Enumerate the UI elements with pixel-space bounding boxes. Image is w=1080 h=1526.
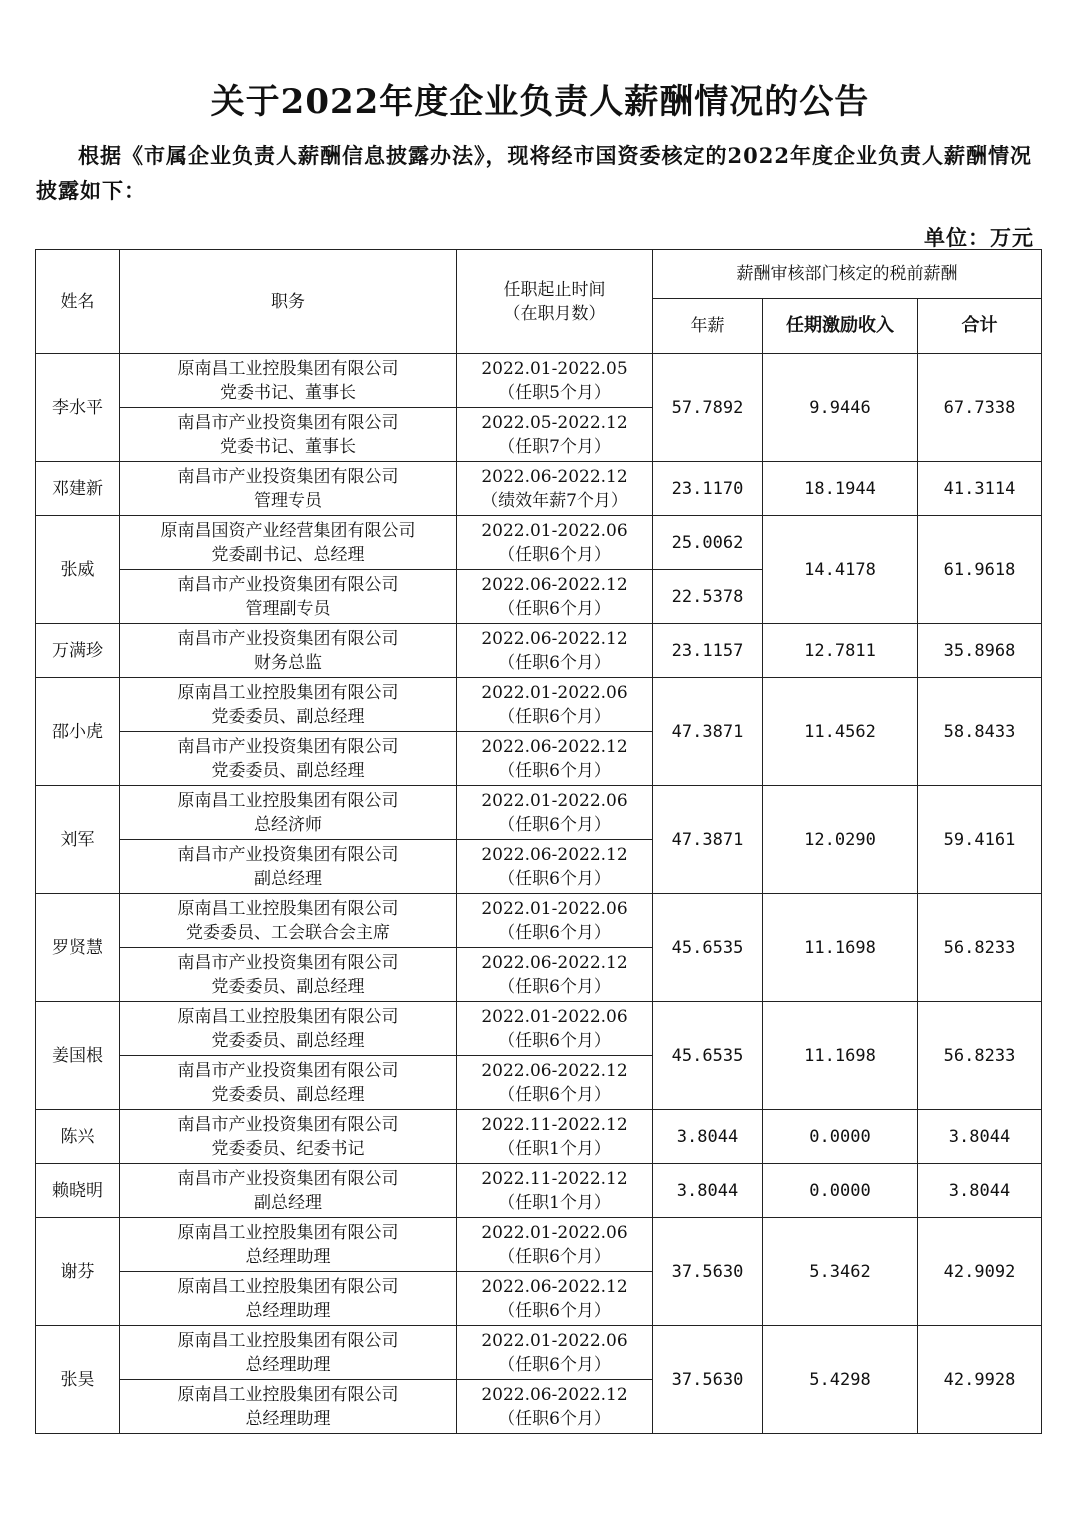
position-line2: 党委书记、董事长: [220, 382, 356, 403]
tenure-line2: （任职6个月）: [498, 1354, 611, 1375]
position-line1: 原南昌工业控股集团有限公司: [177, 1222, 399, 1243]
tenure-line2: （任职6个月）: [498, 760, 611, 781]
annual-salary: 57.7892: [653, 354, 763, 462]
tenure-cell: [457, 1110, 653, 1164]
position-line1: 原南昌工业控股集团有限公司: [177, 1330, 399, 1351]
tenure-cell: [457, 1272, 653, 1326]
tenure-line1: 2022.01-2022.06: [481, 790, 628, 811]
tenure-line2: （任职1个月）: [498, 1138, 611, 1159]
tenure-line2: （任职7个月）: [498, 436, 611, 457]
table-row: [36, 1218, 1042, 1272]
position-line1: 原南昌工业控股集团有限公司: [177, 1276, 399, 1297]
position-line2: 管理副专员: [245, 598, 331, 619]
total-salary: 59.4161: [918, 786, 1042, 894]
position-line1: 南昌市产业投资集团有限公司: [177, 466, 399, 487]
tenure-cell: [457, 678, 653, 732]
tenure-cell: [457, 624, 653, 678]
position-cell: [120, 462, 457, 516]
position-line1: 原南昌工业控股集团有限公司: [177, 682, 399, 703]
position-line2: 党委委员、工会联合会主席: [186, 922, 390, 943]
person-name: 赖晓明: [36, 1164, 120, 1218]
position-cell: [120, 1326, 457, 1380]
tenure-line2: （任职6个月）: [498, 652, 611, 673]
position-cell: [120, 678, 457, 732]
tenure-cell: [457, 408, 653, 462]
position-line2: 党委委员、副总经理: [211, 976, 365, 997]
tenure-cell: [457, 1002, 653, 1056]
tenure-cell: [457, 948, 653, 1002]
position-line2: 副总经理: [254, 868, 322, 889]
position-line1: 南昌市产业投资集团有限公司: [177, 1060, 399, 1081]
position-line1: 原南昌工业控股集团有限公司: [177, 790, 399, 811]
person-name: 罗贤慧: [36, 894, 120, 1002]
position-line2: 总经理助理: [245, 1300, 331, 1321]
annual-salary: 22.5378: [653, 570, 763, 624]
tenure-line2: （任职6个月）: [498, 544, 611, 565]
total-salary: 3.8044: [918, 1164, 1042, 1218]
position-cell: [120, 1272, 457, 1326]
table-header: [36, 250, 1042, 354]
tenure-line1: 2022.06-2022.12: [481, 466, 628, 487]
position-line2: 党委委员、副总经理: [211, 760, 365, 781]
header-total: 合计: [918, 299, 1042, 354]
position-line1: 原南昌工业控股集团有限公司: [177, 358, 399, 379]
position-cell: [120, 408, 457, 462]
position-line2: 总经理助理: [245, 1408, 331, 1429]
table-row: [36, 894, 1042, 948]
tenure-line2: （绩效年薪7个月）: [481, 490, 628, 511]
person-name: 陈兴: [36, 1110, 120, 1164]
annual-salary: 47.3871: [653, 678, 763, 786]
person-name: 谢芬: [36, 1218, 120, 1326]
position-cell: [120, 1164, 457, 1218]
total-salary: 35.8968: [918, 624, 1042, 678]
table-row: [36, 624, 1042, 678]
incentive-income: 0.0000: [763, 1164, 918, 1218]
incentive-income: 12.0290: [763, 786, 918, 894]
tenure-line2: （任职1个月）: [498, 1192, 611, 1213]
tenure-line2: （任职5个月）: [498, 382, 611, 403]
tenure-line1: 2022.06-2022.12: [481, 844, 628, 865]
position-line1: 南昌市产业投资集团有限公司: [177, 574, 399, 595]
tenure-cell: [457, 840, 653, 894]
table-row: [36, 516, 1042, 570]
position-cell: [120, 894, 457, 948]
tenure-line1: 2022.05-2022.12: [481, 412, 628, 433]
total-salary: 61.9618: [918, 516, 1042, 624]
position-cell: [120, 948, 457, 1002]
annual-salary: 45.6535: [653, 894, 763, 1002]
annual-salary: 37.5630: [653, 1218, 763, 1326]
position-line2: 党委委员、副总经理: [211, 706, 365, 727]
tenure-line2: （任职6个月）: [498, 598, 611, 619]
position-line2: 党委副书记、总经理: [211, 544, 365, 565]
tenure-line1: 2022.06-2022.12: [481, 1384, 628, 1405]
position-cell: [120, 570, 457, 624]
table-row: [36, 1326, 1042, 1380]
header-annual: 年薪: [653, 299, 763, 354]
tenure-line1: 2022.01-2022.06: [481, 898, 628, 919]
tenure-line2: （任职6个月）: [498, 1408, 611, 1429]
tenure-line1: 2022.06-2022.12: [481, 1060, 628, 1081]
position-cell: [120, 1218, 457, 1272]
annual-salary: 25.0062: [653, 516, 763, 570]
position-line1: 南昌市产业投资集团有限公司: [177, 952, 399, 973]
header-incentive: 任期激励收入: [763, 299, 918, 354]
annual-salary: 37.5630: [653, 1326, 763, 1434]
position-line1: 南昌市产业投资集团有限公司: [177, 1168, 399, 1189]
table-row: [36, 1164, 1042, 1218]
person-name: 姜国根: [36, 1002, 120, 1110]
header-salary-group: 薪酬审核部门核定的税前薪酬: [653, 250, 1042, 299]
position-line2: 总经济师: [254, 814, 322, 835]
position-line1: 原南昌工业控股集团有限公司: [177, 1006, 399, 1027]
position-line1: 原南昌国资产业经营集团有限公司: [160, 520, 416, 541]
tenure-cell: [457, 894, 653, 948]
position-cell: [120, 840, 457, 894]
position-line2: 总经理助理: [245, 1354, 331, 1375]
total-salary: 41.3114: [918, 462, 1042, 516]
total-salary: 42.9928: [918, 1326, 1042, 1434]
tenure-line1: 2022.06-2022.12: [481, 1276, 628, 1297]
table-row: [36, 462, 1042, 516]
intro-paragraph: 根据《市属企业负责人薪酬信息披露办法》，现将经市国资委核定的2022年度企业负责人薪酬情况披露如下：: [36, 143, 1032, 203]
annual-salary: 23.1157: [653, 624, 763, 678]
position-cell: [120, 624, 457, 678]
annual-salary: 23.1170: [653, 462, 763, 516]
incentive-income: 18.1944: [763, 462, 918, 516]
annual-salary: 3.8044: [653, 1110, 763, 1164]
unit-label: 单位：万元: [924, 225, 1034, 250]
annual-salary: 45.6535: [653, 1002, 763, 1110]
annual-salary: 47.3871: [653, 786, 763, 894]
position-line1: 南昌市产业投资集团有限公司: [177, 1114, 399, 1135]
total-salary: 67.7338: [918, 354, 1042, 462]
tenure-line1: 2022.01-2022.06: [481, 520, 628, 541]
person-name: 万满珍: [36, 624, 120, 678]
tenure-line1: 2022.06-2022.12: [481, 574, 628, 595]
incentive-income: 5.3462: [763, 1218, 918, 1326]
tenure-line1: 2022.01-2022.06: [481, 682, 628, 703]
tenure-line1: 2022.01-2022.06: [481, 1330, 628, 1351]
position-line2: 党委委员、副总经理: [211, 1084, 365, 1105]
tenure-line1: 2022.11-2022.12: [481, 1168, 628, 1189]
position-cell: [120, 516, 457, 570]
person-name: 张昊: [36, 1326, 120, 1434]
position-cell: [120, 1110, 457, 1164]
tenure-line1: 2022.06-2022.12: [481, 952, 628, 973]
position-line2: 党委委员、纪委书记: [211, 1138, 365, 1159]
position-line1: 南昌市产业投资集团有限公司: [177, 736, 399, 757]
tenure-line1: 2022.06-2022.12: [481, 628, 628, 649]
position-line2: 财务总监: [254, 652, 322, 673]
tenure-cell: [457, 1380, 653, 1434]
tenure-line2: （任职6个月）: [498, 1300, 611, 1321]
position-cell: [120, 1056, 457, 1110]
tenure-cell: [457, 1056, 653, 1110]
header-name: 姓名: [36, 250, 120, 354]
tenure-line1: 2022.01-2022.06: [481, 1222, 628, 1243]
tenure-line1: 2022.06-2022.12: [481, 736, 628, 757]
tenure-cell: [457, 732, 653, 786]
tenure-line2: （任职6个月）: [498, 706, 611, 727]
incentive-income: 11.1698: [763, 1002, 918, 1110]
tenure-line2: （任职6个月）: [498, 976, 611, 997]
tenure-line2: （任职6个月）: [498, 1084, 611, 1105]
salary-table: [35, 249, 1042, 1434]
position-line2: 管理专员: [254, 490, 322, 511]
position-line1: 南昌市产业投资集团有限公司: [177, 628, 399, 649]
position-cell: [120, 354, 457, 408]
annual-salary: 3.8044: [653, 1164, 763, 1218]
incentive-income: 0.0000: [763, 1110, 918, 1164]
table-row: [36, 786, 1042, 840]
incentive-income: 11.4562: [763, 678, 918, 786]
header-tenure-line1: 任职起止时间: [503, 279, 606, 300]
position-line1: 南昌市产业投资集团有限公司: [177, 412, 399, 433]
tenure-line2: （任职6个月）: [498, 814, 611, 835]
position-line2: 党委书记、董事长: [220, 436, 356, 457]
position-line2: 副总经理: [254, 1192, 322, 1213]
total-salary: 56.8233: [918, 894, 1042, 1002]
total-salary: 58.8433: [918, 678, 1042, 786]
table-row: [36, 1002, 1042, 1056]
position-cell: [120, 786, 457, 840]
table-row: [36, 678, 1042, 732]
tenure-cell: [457, 786, 653, 840]
person-name: 邵小虎: [36, 678, 120, 786]
page-title: 关于2022年度企业负责人薪酬情况的公告: [210, 82, 870, 122]
tenure-line1: 2022.01-2022.05: [481, 358, 628, 379]
tenure-cell: [457, 462, 653, 516]
table-row: [36, 1110, 1042, 1164]
table-row: [36, 354, 1042, 408]
position-cell: [120, 732, 457, 786]
total-salary: 3.8044: [918, 1110, 1042, 1164]
incentive-income: 9.9446: [763, 354, 918, 462]
tenure-cell: [457, 1164, 653, 1218]
header-tenure: [457, 250, 653, 354]
person-name: 邓建新: [36, 462, 120, 516]
total-salary: 56.8233: [918, 1002, 1042, 1110]
tenure-cell: [457, 570, 653, 624]
tenure-cell: [457, 516, 653, 570]
incentive-income: 11.1698: [763, 894, 918, 1002]
incentive-income: 14.4178: [763, 516, 918, 624]
tenure-line2: （任职6个月）: [498, 1030, 611, 1051]
table-body: [36, 354, 1042, 1434]
tenure-line2: （任职6个月）: [498, 868, 611, 889]
total-salary: 42.9092: [918, 1218, 1042, 1326]
header-tenure-line2: （在职月数）: [503, 303, 606, 324]
person-name: 张威: [36, 516, 120, 624]
position-cell: [120, 1002, 457, 1056]
header-position: 职务: [120, 250, 457, 354]
position-line2: 总经理助理: [245, 1246, 331, 1267]
tenure-line1: 2022.11-2022.12: [481, 1114, 628, 1135]
person-name: 刘军: [36, 786, 120, 894]
tenure-cell: [457, 354, 653, 408]
position-cell: [120, 1380, 457, 1434]
incentive-income: 12.7811: [763, 624, 918, 678]
tenure-line1: 2022.01-2022.06: [481, 1006, 628, 1027]
tenure-cell: [457, 1326, 653, 1380]
tenure-line2: （任职6个月）: [498, 922, 611, 943]
tenure-cell: [457, 1218, 653, 1272]
position-line1: 南昌市产业投资集团有限公司: [177, 844, 399, 865]
person-name: 李水平: [36, 354, 120, 462]
position-line1: 原南昌工业控股集团有限公司: [177, 898, 399, 919]
tenure-line2: （任职6个月）: [498, 1246, 611, 1267]
position-line2: 党委委员、副总经理: [211, 1030, 365, 1051]
incentive-income: 5.4298: [763, 1326, 918, 1434]
position-line1: 原南昌工业控股集团有限公司: [177, 1384, 399, 1405]
